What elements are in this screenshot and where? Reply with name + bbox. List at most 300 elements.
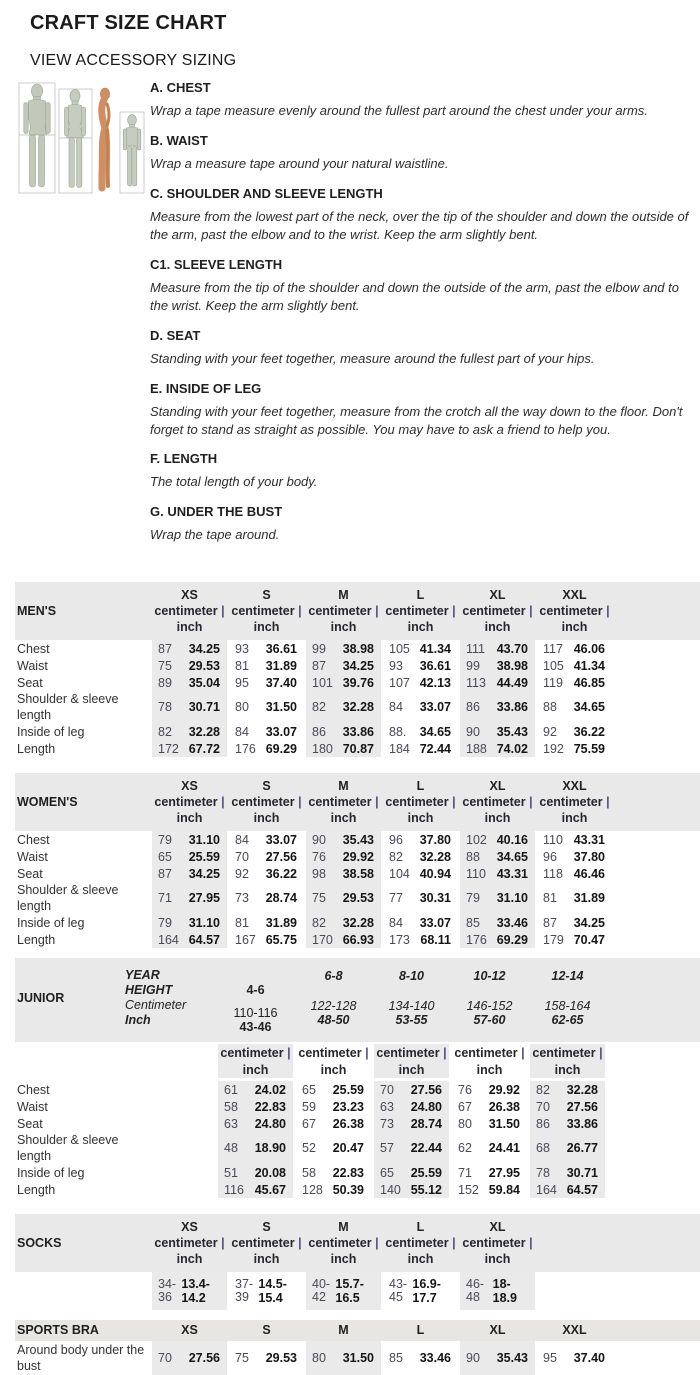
- unit-separator: |: [298, 795, 302, 809]
- unit-cm-text: centimeter: [385, 795, 449, 809]
- inch-value: 22.83: [254, 1099, 286, 1114]
- junior-data-rows: [15, 1081, 700, 1198]
- table-title: SPORTS BRA: [17, 1323, 99, 1337]
- cm-value: 105: [543, 658, 564, 673]
- row-label: Seat: [17, 1116, 43, 1131]
- junior-age-column: [296, 967, 371, 1028]
- size-label: L: [416, 1323, 425, 1337]
- inch-value: 31.50: [342, 1351, 374, 1365]
- inch-value: 22.44: [410, 1141, 442, 1155]
- inch-value: 24.41: [488, 1141, 520, 1155]
- size-value-cell: [306, 1272, 381, 1310]
- size-value-cell: [296, 1081, 371, 1098]
- row-label: Chest: [17, 832, 50, 847]
- unit-separator: |: [443, 1045, 447, 1060]
- inch-value: 38.98: [342, 641, 374, 656]
- inch-value: 70.87: [342, 741, 374, 756]
- inch-value: 36.22: [573, 724, 605, 739]
- cm-value: 87: [543, 915, 557, 930]
- size-label: XL: [489, 1220, 506, 1234]
- cm-value: 59: [302, 1099, 316, 1114]
- row-label: Shoulder & sleeve length: [17, 692, 119, 722]
- inch-unit-label: inch: [253, 620, 280, 634]
- inch-unit-label: inch: [176, 811, 203, 825]
- cm-value: 113: [466, 675, 486, 690]
- inch-value: 43.31: [496, 866, 528, 881]
- height-cm-range: 122-128: [310, 999, 357, 1013]
- size-value-cell: [229, 723, 304, 740]
- measurement-description: The total length of your body.: [150, 474, 318, 490]
- size-column-header: [383, 587, 458, 635]
- cm-value: 116: [224, 1182, 244, 1197]
- centimeter-label: Centimeter: [125, 998, 187, 1012]
- unit-cm-text: centimeter: [231, 795, 295, 809]
- centimeter-unit-label: [306, 1235, 381, 1251]
- row-label: Seat: [17, 675, 43, 690]
- size-value-cell: [152, 1272, 227, 1310]
- height-cm-range: 134-140: [388, 999, 435, 1013]
- inch-value: 69.29: [265, 741, 297, 756]
- inch-unit-label: inch: [253, 811, 280, 825]
- unit-cm-text: centimeter: [532, 1045, 596, 1060]
- cm-value: 107: [389, 675, 410, 690]
- cm-value: 164: [158, 932, 179, 947]
- cm-value: 96: [543, 849, 557, 864]
- size-value-cell: [452, 1164, 527, 1181]
- inch-value: 31.89: [265, 915, 297, 930]
- inch-value: 34.65: [419, 724, 451, 739]
- size-value-cell: [152, 1341, 227, 1375]
- centimeter-unit-label: [460, 794, 535, 810]
- inch-value: 33.07: [265, 832, 297, 847]
- size-value-cell: [296, 1098, 371, 1115]
- inch-value: 31.89: [265, 658, 297, 673]
- cm-value: 82: [389, 849, 403, 864]
- size-value-cell: [383, 1341, 458, 1375]
- cm-value: 89: [158, 675, 172, 690]
- cm-value: 98: [312, 866, 326, 881]
- centimeter-unit-label: [460, 603, 535, 619]
- inch-unit-label: inch: [398, 1062, 425, 1077]
- cm-value: 88: [466, 849, 480, 864]
- unit-separator: |: [298, 604, 302, 618]
- table-row: [15, 831, 700, 848]
- size-column-header: [306, 1320, 381, 1341]
- size-value-cell: [296, 1132, 371, 1164]
- inch-label: Inch: [125, 1013, 151, 1027]
- cm-value: 79: [466, 891, 480, 905]
- cm-value: 99: [466, 658, 480, 673]
- unit-cm-text: centimeter: [462, 795, 526, 809]
- unit-separator: |: [452, 604, 456, 618]
- measurement-block: [150, 381, 698, 439]
- inch-value: 34.25: [342, 658, 374, 673]
- unit-cm-text: centimeter: [539, 604, 603, 618]
- cm-value: 67: [302, 1116, 316, 1131]
- inch-value: 46.46: [573, 866, 605, 881]
- inch-unit-label: inch: [407, 1252, 434, 1266]
- table-row: [15, 1081, 700, 1098]
- size-label: M: [338, 1323, 349, 1337]
- inch-value: 59.84: [488, 1182, 520, 1197]
- inch-value: 39.76: [342, 675, 374, 690]
- cm-value: 88: [543, 700, 557, 714]
- size-column-header: [152, 778, 227, 826]
- cm-value: 172: [158, 741, 179, 756]
- inch-value: 29.53: [342, 891, 374, 905]
- size-value-cell: [374, 1132, 449, 1164]
- inch-value: 41.34: [419, 641, 451, 656]
- size-value-cell: [530, 1164, 605, 1181]
- inch-value: 36.61: [265, 641, 297, 656]
- inch-value: 18.90: [254, 1141, 286, 1155]
- cm-value: 70: [536, 1099, 550, 1114]
- cm-value: 93: [389, 658, 403, 673]
- table-row: [15, 723, 700, 740]
- measurement-block: [150, 257, 698, 315]
- size-value-cell: [537, 723, 612, 740]
- size-value-cell: [460, 882, 535, 914]
- unit-cm-text: centimeter: [462, 1236, 526, 1250]
- inch-value: 33.86: [496, 700, 528, 714]
- size-column-header: [383, 1320, 458, 1341]
- cm-value: 77: [389, 891, 403, 905]
- size-value-cell: [306, 691, 381, 723]
- table-row: [15, 657, 700, 674]
- cm-value: 65: [302, 1082, 316, 1097]
- cm-value: 90: [312, 832, 326, 847]
- size-value-cell: [306, 657, 381, 674]
- unit-cm-text: centimeter: [308, 1236, 372, 1250]
- inch-value: 23.23: [332, 1099, 364, 1114]
- unit-header-cell: [296, 1044, 371, 1078]
- measurement-description: Measure from the tip of the shoulder and down the outside of the arm, past the elbow and to the wrist. Keep the arm slightly bent.: [150, 279, 679, 313]
- unit-cm-text: centimeter: [231, 1236, 295, 1250]
- size-value-cell: [383, 831, 458, 848]
- cm-value: 86: [312, 724, 326, 739]
- cm-value: 140: [380, 1182, 401, 1197]
- size-value-cell: [460, 848, 535, 865]
- inch-value: 46.06: [573, 641, 605, 656]
- inch-value: 30.31: [419, 891, 451, 905]
- size-column-header: [537, 587, 612, 635]
- inch-value: 34.25: [188, 866, 220, 881]
- table-header-band: [15, 1214, 700, 1272]
- inch-value: 14.5-15.4: [258, 1277, 287, 1305]
- size-value-cell: [383, 740, 458, 757]
- inch-value: 38.58: [342, 866, 374, 881]
- size-value-cell: [152, 865, 227, 882]
- junior-age-column: [530, 967, 605, 1028]
- cm-value: 82: [312, 915, 326, 930]
- table-row: [15, 740, 700, 757]
- cm-value: 90: [466, 1351, 480, 1365]
- cm-value: 105: [389, 641, 410, 656]
- inch-value: 24.02: [254, 1082, 286, 1097]
- cm-value: 101: [312, 675, 333, 690]
- measurement-heading: F. LENGTH: [150, 451, 218, 467]
- junior-age-column: [218, 974, 293, 1035]
- height-label: HEIGHT: [125, 983, 173, 997]
- inch-value: 65.75: [265, 932, 297, 947]
- size-label: M: [338, 1220, 349, 1234]
- centimeter-unit-label: [229, 603, 304, 619]
- inch-value: 30.71: [188, 700, 220, 714]
- inch-value: 28.74: [410, 1116, 442, 1131]
- table-row: [15, 674, 700, 691]
- age-range: 12-14: [551, 969, 584, 983]
- inch-unit-label: inch: [561, 620, 588, 634]
- row-label: Inside of leg: [17, 724, 85, 739]
- size-value-cell: [460, 723, 535, 740]
- unit-cm-text: centimeter: [385, 1236, 449, 1250]
- table-header-band: [15, 582, 700, 640]
- centimeter-unit-label: [537, 794, 612, 810]
- size-column-header: [306, 1219, 381, 1267]
- inch-value: 27.56: [265, 849, 297, 864]
- row-label: Waist: [17, 849, 48, 864]
- cm-value: 152: [458, 1182, 479, 1197]
- inch-unit-label: inch: [561, 811, 588, 825]
- centimeter-unit-label: [229, 1235, 304, 1251]
- inch-value: 72.44: [419, 741, 451, 756]
- inch-value: 20.47: [332, 1141, 364, 1155]
- size-label: S: [262, 1220, 271, 1234]
- size-value-cell: [152, 674, 227, 691]
- size-value-cell: [152, 848, 227, 865]
- cm-value: 92: [543, 724, 557, 739]
- table-title: MEN'S: [17, 603, 57, 618]
- height-inch-range: 43-46: [239, 1020, 272, 1034]
- size-column-header: [383, 1219, 458, 1267]
- size-value-cell: [218, 1081, 293, 1098]
- age-range: 8-10: [398, 969, 425, 983]
- age-range: 6-8: [324, 969, 343, 983]
- size-label: XXL: [562, 1323, 587, 1337]
- table-row: [15, 691, 700, 723]
- cm-value: 90: [466, 724, 480, 739]
- measurement-block: [150, 186, 698, 244]
- inch-value: 34.65: [573, 700, 605, 714]
- size-value-cell: [229, 914, 304, 931]
- size-label: S: [262, 588, 271, 602]
- inch-value: 50.39: [332, 1182, 364, 1197]
- cm-value: 99: [312, 641, 326, 656]
- unit-cm-text: centimeter: [385, 604, 449, 618]
- inch-unit-label: inch: [320, 1062, 347, 1077]
- inch-value: 35.04: [188, 675, 220, 690]
- size-value-cell: [374, 1115, 449, 1132]
- measurement-description: Standing with your feet together, measure around the fullest part of your hips.: [150, 350, 595, 366]
- size-label: XXL: [562, 588, 587, 602]
- table-title: SOCKS: [17, 1235, 62, 1250]
- female-side-body-figure: [100, 88, 109, 188]
- inch-value: 26.38: [488, 1099, 520, 1114]
- size-label: XL: [489, 779, 506, 793]
- cm-value: 93: [235, 641, 249, 656]
- inch-value: 33.07: [419, 700, 451, 714]
- cm-value: 110: [466, 866, 486, 881]
- unit-separator: |: [287, 1045, 291, 1060]
- inch-value: 33.07: [265, 724, 297, 739]
- year-label: YEAR: [125, 968, 160, 982]
- size-value-cell: [152, 882, 227, 914]
- cm-value: 76: [312, 849, 326, 864]
- inch-value: 22.83: [332, 1165, 364, 1180]
- table-row: [15, 848, 700, 865]
- centimeter-unit-label: [383, 1235, 458, 1251]
- size-column-header: [460, 1219, 535, 1267]
- size-value-cell: [218, 1098, 293, 1115]
- table-row: [15, 640, 700, 657]
- size-column-header: [383, 778, 458, 826]
- inch-value: 45.67: [254, 1182, 286, 1197]
- inch-unit-label: inch: [484, 1252, 511, 1266]
- inch-value: 41.34: [573, 658, 605, 673]
- size-column-header: [306, 587, 381, 635]
- unit-header-cell: [374, 1044, 449, 1078]
- cm-value: 65: [380, 1165, 394, 1180]
- unit-separator: |: [221, 604, 225, 618]
- inch-unit-label: inch: [176, 1252, 203, 1266]
- cm-value: 102: [466, 832, 487, 847]
- size-value-cell: [452, 1115, 527, 1132]
- measurement-heading: D. SEAT: [150, 327, 201, 343]
- sports-bra-size-table: [15, 1320, 700, 1375]
- inch-value: 67.72: [188, 741, 220, 756]
- size-value-cell: [229, 848, 304, 865]
- measurement-heading: C. SHOULDER AND SLEEVE LENGTH: [150, 185, 383, 201]
- measurement-block: [150, 504, 698, 544]
- size-value-cell: [152, 723, 227, 740]
- size-value-cell: [383, 674, 458, 691]
- male-body-figure: [24, 84, 50, 187]
- size-value-cell: [229, 691, 304, 723]
- cm-value: 92: [235, 866, 249, 881]
- inch-value: 38.98: [496, 658, 528, 673]
- inch-value: 27.56: [188, 1351, 220, 1365]
- inch-value: 35.43: [342, 832, 374, 847]
- table-title: WOMEN'S: [17, 794, 78, 809]
- inch-value: 64.57: [188, 932, 220, 947]
- unit-header-cell: [218, 1044, 293, 1078]
- size-value-cell: [460, 865, 535, 882]
- unit-cm-text: centimeter: [462, 604, 526, 618]
- cm-value: 85: [389, 1351, 403, 1365]
- junior-table-label-cell: [15, 967, 215, 1028]
- table-header-band: [15, 1320, 700, 1341]
- size-value-cell: [306, 740, 381, 757]
- child-body-figure: [123, 115, 141, 186]
- row-label: Length: [17, 741, 56, 756]
- table-row: [15, 1098, 700, 1115]
- size-value-cell: [383, 882, 458, 914]
- measurement-block: [150, 80, 698, 120]
- height-inch-range: 53-55: [395, 1013, 428, 1027]
- inch-value: 32.28: [566, 1082, 598, 1097]
- cm-value: 68: [536, 1141, 550, 1155]
- height-cm-range: 110-116: [233, 1005, 278, 1020]
- inch-unit-label: inch: [476, 1062, 503, 1077]
- table-row: [15, 1272, 700, 1310]
- empty-cell: [15, 1044, 215, 1078]
- unit-cm-text: centimeter: [154, 795, 218, 809]
- cm-value: 95: [543, 1351, 557, 1365]
- size-value-cell: [460, 931, 535, 948]
- row-label: Shoulder & sleeve length: [17, 883, 119, 913]
- cm-value: 188: [466, 741, 487, 756]
- unit-separator: |: [529, 1236, 533, 1250]
- inch-value: 29.53: [188, 658, 220, 673]
- size-value-cell: [452, 1132, 527, 1164]
- size-value-cell: [537, 657, 612, 674]
- cm-value: 70: [235, 849, 249, 864]
- inch-value: 15.7-16.5: [335, 1277, 364, 1305]
- cm-value: 81: [543, 891, 557, 905]
- junior-unit-header-row: [15, 1042, 700, 1081]
- inch-value: 34.65: [496, 849, 528, 864]
- page-title: CRAFT SIZE CHART: [30, 12, 227, 34]
- cm-value: 46-48: [466, 1277, 485, 1304]
- cm-value: 118: [543, 866, 563, 881]
- inch-value: 18-18.9: [492, 1277, 517, 1305]
- unit-cm-text: centimeter: [154, 604, 218, 618]
- size-value-cell: [460, 740, 535, 757]
- inch-value: 43.70: [496, 641, 528, 656]
- centimeter-unit-label: [383, 603, 458, 619]
- inch-value: 16.9-17.7: [412, 1277, 441, 1305]
- row-label: Length: [17, 932, 56, 947]
- height-inch-range: 48-50: [317, 1013, 350, 1027]
- inch-value: 74.02: [496, 741, 528, 756]
- size-value-cell: [537, 1341, 612, 1375]
- cm-value: 95: [235, 675, 249, 690]
- inch-value: 33.46: [496, 915, 528, 930]
- size-value-cell: [460, 691, 535, 723]
- cm-value: 88.: [389, 724, 407, 739]
- centimeter-unit-label: [152, 603, 227, 619]
- table-row: [15, 931, 700, 948]
- size-value-cell: [152, 657, 227, 674]
- cm-value: 37-39: [235, 1277, 254, 1304]
- inch-value: 64.57: [566, 1182, 598, 1197]
- womens-size-table: [15, 773, 700, 948]
- measurement-guide-section: [0, 80, 700, 558]
- height-cm-range: 146-152: [466, 999, 513, 1013]
- unit-header-cell: [530, 1044, 605, 1078]
- cm-value: 79: [158, 832, 172, 847]
- inch-value: 29.53: [265, 1351, 297, 1365]
- inch-value: 66.93: [342, 932, 374, 947]
- inch-value: 26.77: [566, 1141, 598, 1155]
- inch-value: 55.12: [410, 1182, 442, 1197]
- size-label: L: [416, 1220, 425, 1234]
- measurement-instructions: [150, 80, 698, 544]
- cm-value: 43-45: [389, 1277, 408, 1304]
- cm-value: 81: [235, 915, 249, 930]
- size-value-cell: [530, 1181, 605, 1198]
- size-value-cell: [306, 865, 381, 882]
- size-column-header: [152, 1320, 227, 1341]
- measurement-description: Standing with your feet together, measure from the crotch all the way down to the floor. Don't forget to stand as straight as possible. You may have to ask a friend to help you.: [150, 403, 683, 437]
- size-column-header: [537, 1320, 612, 1341]
- unit-cm-text: centimeter: [454, 1045, 518, 1060]
- cm-value: 84: [389, 915, 403, 930]
- view-accessory-sizing-link[interactable]: VIEW ACCESSORY SIZING: [30, 52, 237, 69]
- size-value-cell: [530, 1098, 605, 1115]
- inch-value: 35.43: [496, 724, 528, 739]
- size-value-cell: [229, 657, 304, 674]
